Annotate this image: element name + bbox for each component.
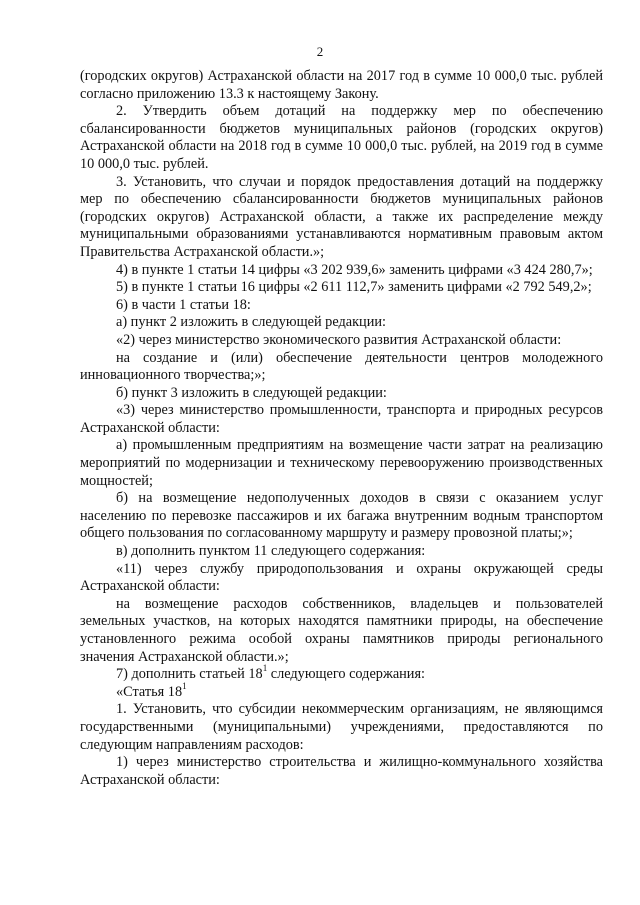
paragraph-text: 7) дополнить статьей 18 <box>116 666 263 683</box>
paragraph: на создание и (или) обеспечение деятельности центров молодежного инновационного творчества;»; <box>80 349 603 384</box>
paragraph <box>80 663 603 684</box>
paragraph: «11) через службу природопользования и охраны окружающей среды Астраханской области: <box>80 560 603 595</box>
paragraph: 6) в части 1 статьи 18: <box>116 296 251 313</box>
paragraph: б) пункт 3 изложить в следующей редакции: <box>116 384 387 401</box>
paragraph: «2) через министерство экономического развития Астраханской области: <box>116 331 562 348</box>
page-number: 2 <box>316 44 324 59</box>
paragraph-text: «Статья 18 <box>116 683 183 700</box>
article-heading <box>80 681 603 702</box>
paragraph: 5) в пункте 1 статьи 16 цифры «2 611 112,7» заменить цифрами «2 792 549,2»; <box>116 279 592 296</box>
paragraph: а) пункт 2 изложить в следующей редакции: <box>116 314 386 331</box>
paragraph: а) промышленным предприятиям на возмещение части затрат на реализацию мероприятий по модернизации и техническому перевооружению производственных мощностей; <box>80 437 603 489</box>
paragraph: 1. Установить, что субсидии некоммерческим организациям, не являющимся государственными (муниципальными) учреждениями, предоставляются по следующим направлениям расходов: <box>80 701 603 753</box>
paragraph: в) дополнить пунктом 11 следующего содержания: <box>116 543 426 560</box>
paragraph: «3) через министерство промышленности, транспорта и природных ресурсов Астраханской области: <box>80 402 603 436</box>
paragraph: б) на возмещение недополученных доходов в связи с оказанием услуг населению по перевозке пассажиров и их багажа внутренним водным транспортом общего пользования по согласованному маршруту и размеру провозной платы;»; <box>80 490 603 542</box>
document-body <box>80 68 603 789</box>
paragraph: (городских округов) Астраханской области на 2017 год в сумме 10 000,0 тыс. рублей согласно приложению 13.3 к настоящему Закону. <box>80 68 603 102</box>
paragraph-text-tail: следующего содержания: <box>267 666 426 683</box>
paragraph: 1) через министерство строительства и жилищно-коммунального хозяйства Астраханской области: <box>80 754 603 788</box>
superscript: 1 <box>182 681 187 692</box>
paragraph: на возмещение расходов собственников, владельцев и пользователей земельных участков, на которых находятся памятники природы, на обеспечение установленного режима особой охраны памятников природы регионального значения Астраханской области.»; <box>80 595 603 665</box>
superscript: 1 <box>262 663 268 674</box>
paragraph: 2. Утвердить объем дотаций на поддержку мер по обеспечению сбалансированности бюджетов муниципальных районов (городских округов) Астраханской области на 2018 год в сумме 10 000,0 тыс. рублей, на 2019 год в сумме 10 000,0 тыс. рублей. <box>80 103 603 172</box>
paragraph: 3. Установить, что случаи и порядок предоставления дотаций на поддержку мер по обеспечению сбалансированности бюджетов муниципальных районов (городских округов) Астраханской области, а также их распределение между муниципальными образованиями устанавливаются нормативным правовым актом Правительства Астраханской области.»; <box>80 173 603 260</box>
paragraph: 4) в пункте 1 статьи 14 цифры «3 202 939,6» заменить цифрами «3 424 280,7»; <box>116 261 593 278</box>
